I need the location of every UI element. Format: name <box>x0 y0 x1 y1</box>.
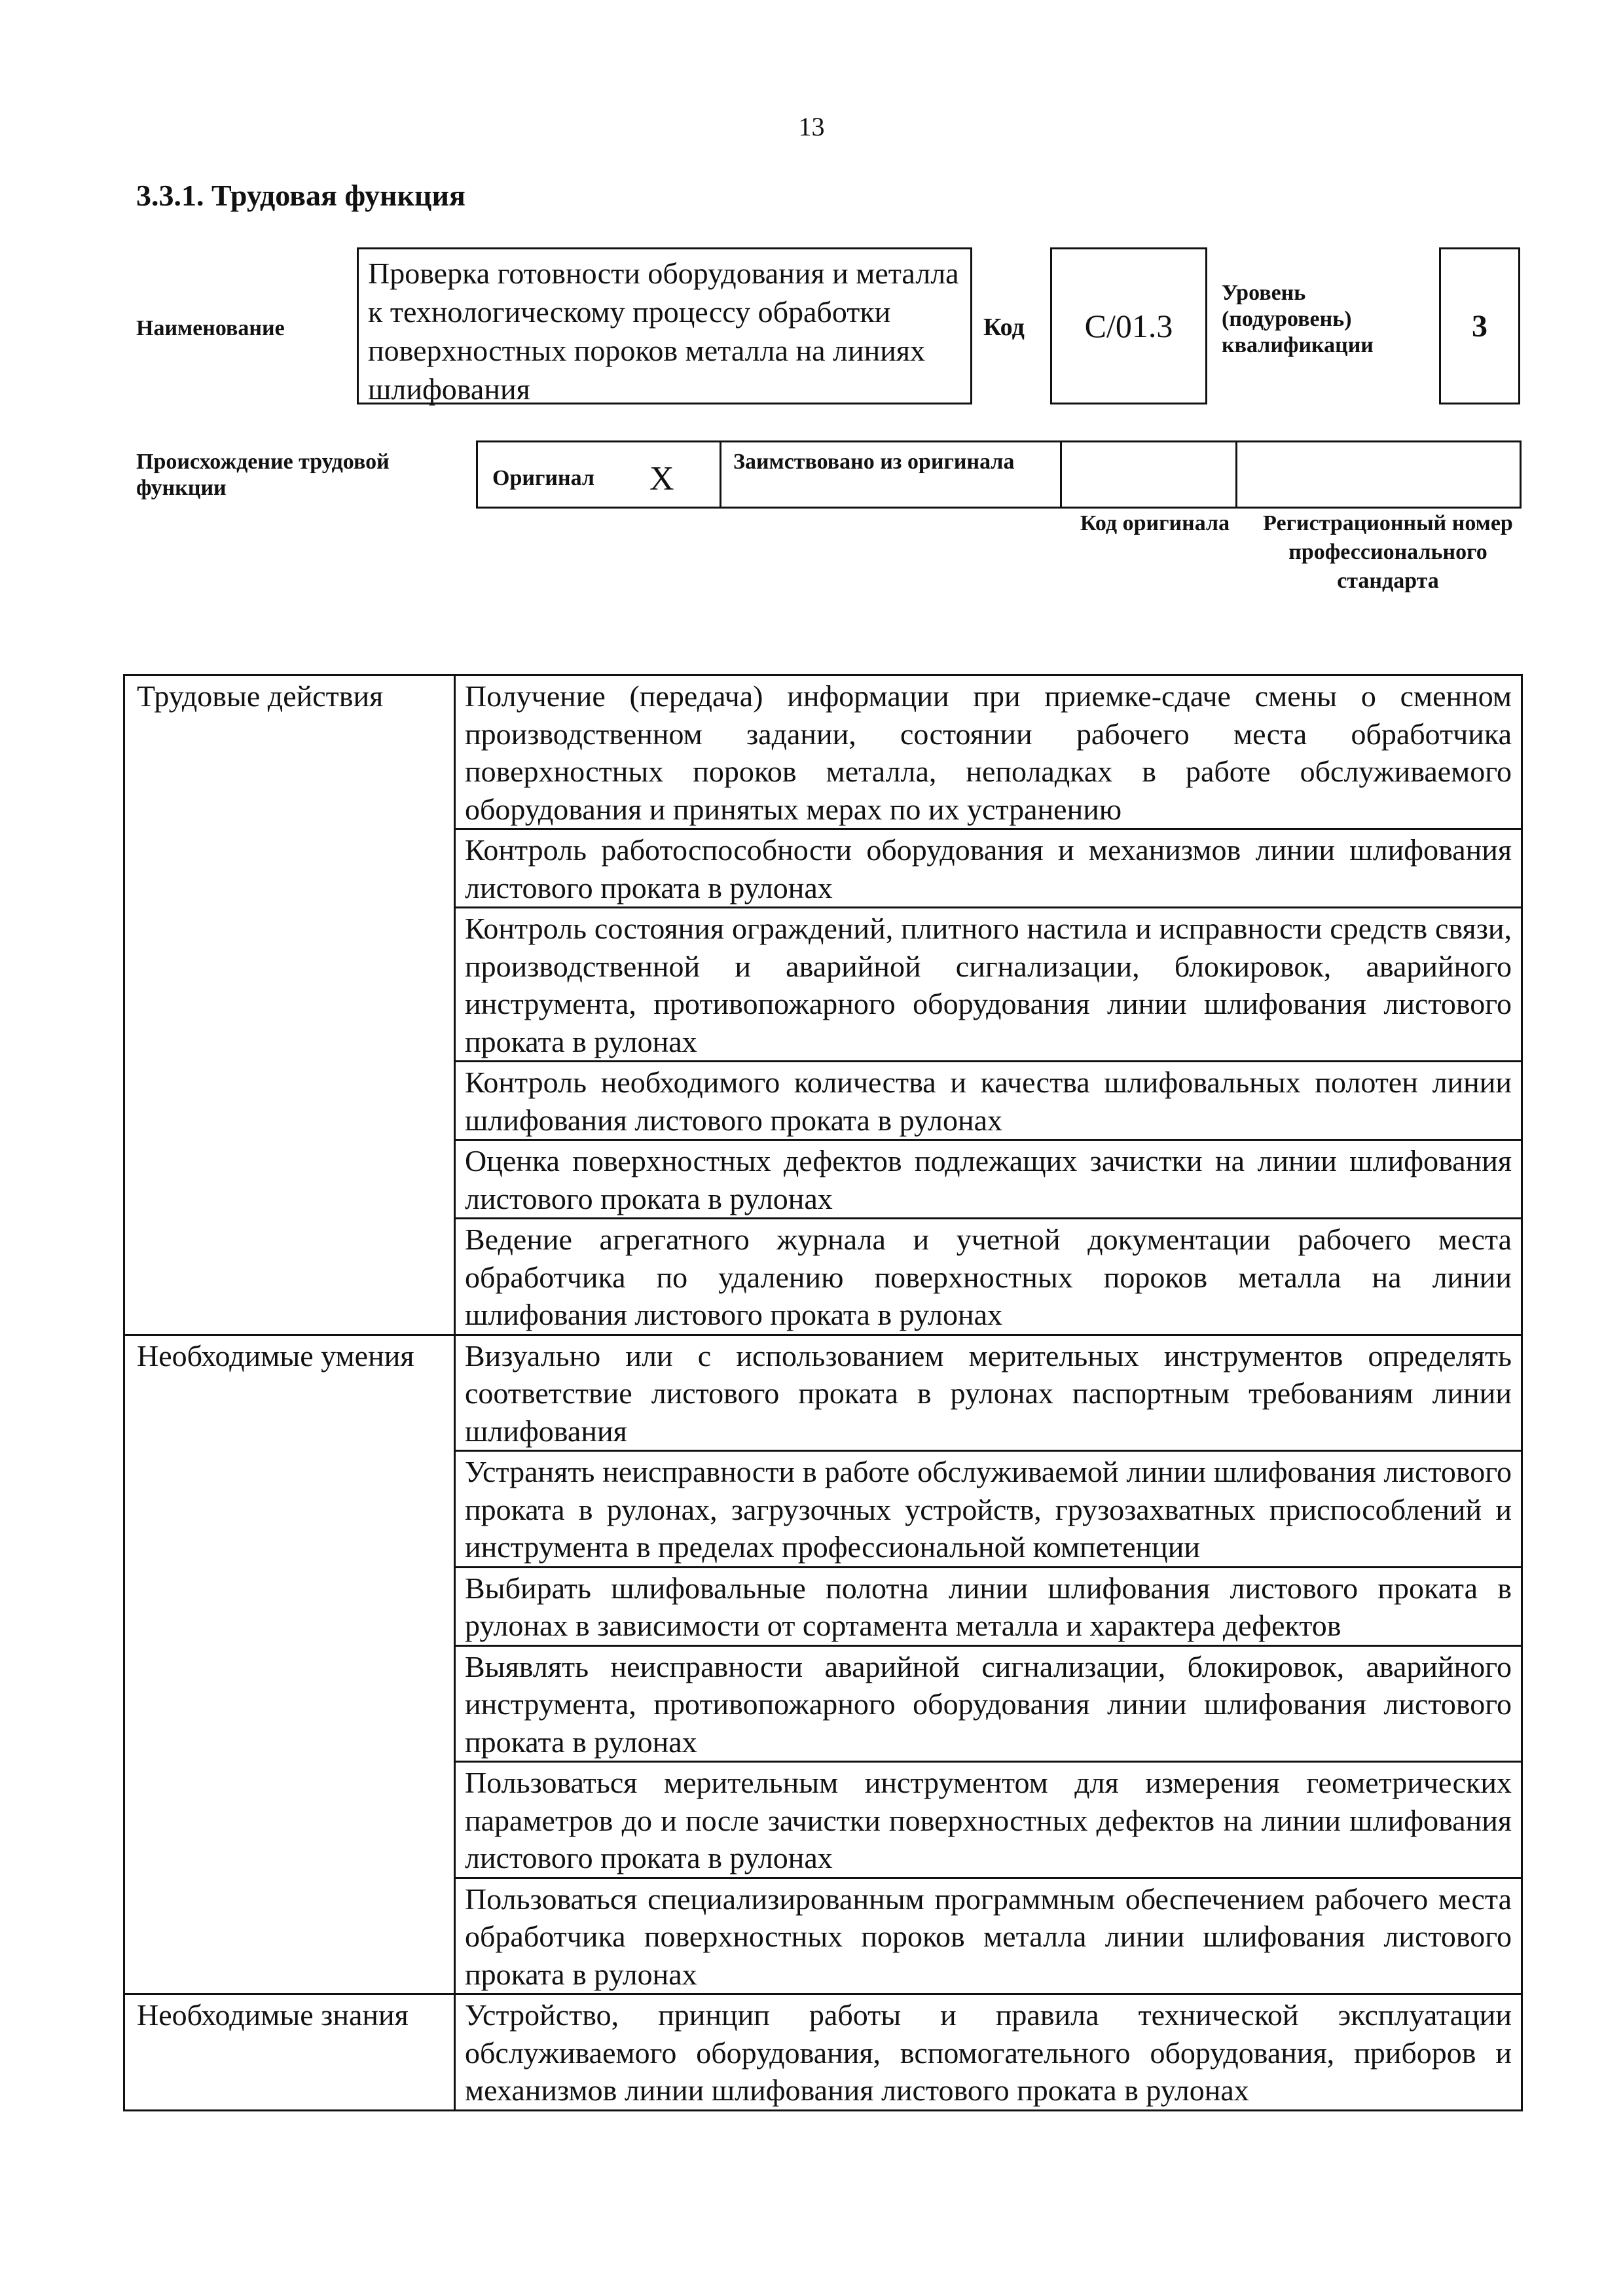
function-name-box: Проверка готовности оборудования и металла к технологическому процессу обработки поверхностных пороков металла на линиях шлифования <box>357 247 972 404</box>
code-label: Код <box>983 314 1025 341</box>
row-text: Ведение агрегатного журнала и учетной документации рабочего места обработчика по удалению поверхностных пороков металла на линии шлифования листового проката в рулонах <box>455 1219 1522 1335</box>
section-title: 3.3.1. Трудовая функция <box>136 179 465 212</box>
row-text: Контроль работоспособности оборудования и механизмов линии шлифования листового проката в рулонах <box>455 829 1522 908</box>
category-cell: Трудовые действия <box>124 675 455 1335</box>
row-text: Устранять неисправности в работе обслуживаемой линии шлифования листового проката в рулонах, загрузочных устройств, грузозахватных приспособлений и инструмента в пределах профессиональной компетенции <box>455 1451 1522 1568</box>
original-code-caption: Код оригинала <box>1080 511 1230 535</box>
category-cell: Необходимые знания <box>124 1994 455 2111</box>
table-row <box>124 1994 1522 2111</box>
borrowed-label: Заимствовано из оригинала <box>733 450 1015 474</box>
origin-row <box>476 440 1522 509</box>
row-text: Визуально или с использованием мерительных инструментов определять соответствие листового проката в рулонах паспортным требованиям линии шлифования <box>455 1335 1522 1451</box>
row-text: Выбирать шлифовальные полотна линии шлифования листового проката в рулонах в зависимости от сортамента металла и характера дефектов <box>455 1567 1522 1645</box>
original-label: Оригинал <box>492 466 594 490</box>
qualification-level-box: 3 <box>1439 247 1520 404</box>
origin-borrowed-cell <box>721 442 1062 507</box>
reg-number-caption: Регистрационный номер профессионального стандарта <box>1263 511 1513 594</box>
origin-original-cell <box>478 442 721 507</box>
origin-label: Происхождение трудовой функции <box>136 450 390 501</box>
function-code-box: C/01.3 <box>1050 247 1207 404</box>
qualification-level-label: Уровень (подуровень) квалификации <box>1222 281 1374 358</box>
name-label: Наименование <box>136 316 285 340</box>
row-text: Получение (передача) информации при приемке-сдаче смены о сменном производственном задании, состоянии рабочего места обработчика поверхностных пороков металла, неполадках в работе обслуживаемого оборудования и принятых мерах по их устранению <box>455 675 1522 829</box>
table-row <box>124 675 1522 829</box>
row-text: Пользоваться специализированным программным обеспечением рабочего места обработчика поверхностных пороков металла линии шлифования листового проката в рулонах <box>455 1878 1522 1994</box>
row-text: Контроль состояния ограждений, плитного настила и исправности средств связи, производственной и аварийной сигнализации, блокировок, аварийного инструмента, противопожарного оборудования линии шлифования листового проката в рулонах <box>455 908 1522 1062</box>
original-code-cell <box>1062 442 1237 507</box>
category-cell: Необходимые умения <box>124 1335 455 1994</box>
table-row <box>124 1335 1522 1451</box>
page-number: 13 <box>798 112 825 141</box>
row-text: Устройство, принцип работы и правила технической эксплуатации обслуживаемого оборудования, вспомогательного оборудования, приборов и механизмов линии шлифования листового проката в рулонах <box>455 1994 1522 2111</box>
labor-function-table <box>123 674 1523 2111</box>
reg-number-cell <box>1237 442 1520 507</box>
row-text: Контроль необходимого количества и качества шлифовальных полотен линии шлифования листового проката в рулонах <box>455 1062 1522 1140</box>
row-text: Оценка поверхностных дефектов подлежащих зачистки на линии шлифования листового проката в рулонах <box>455 1140 1522 1219</box>
row-text: Выявлять неисправности аварийной сигнализации, блокировок, аварийного инструмента, противопожарного оборудования линии шлифования листового проката в рулонах <box>455 1645 1522 1762</box>
original-mark: X <box>649 460 674 497</box>
row-text: Пользоваться мерительным инструментом для измерения геометрических параметров до и после зачистки поверхностных дефектов на линии шлифования листового проката в рулонах <box>455 1762 1522 1878</box>
